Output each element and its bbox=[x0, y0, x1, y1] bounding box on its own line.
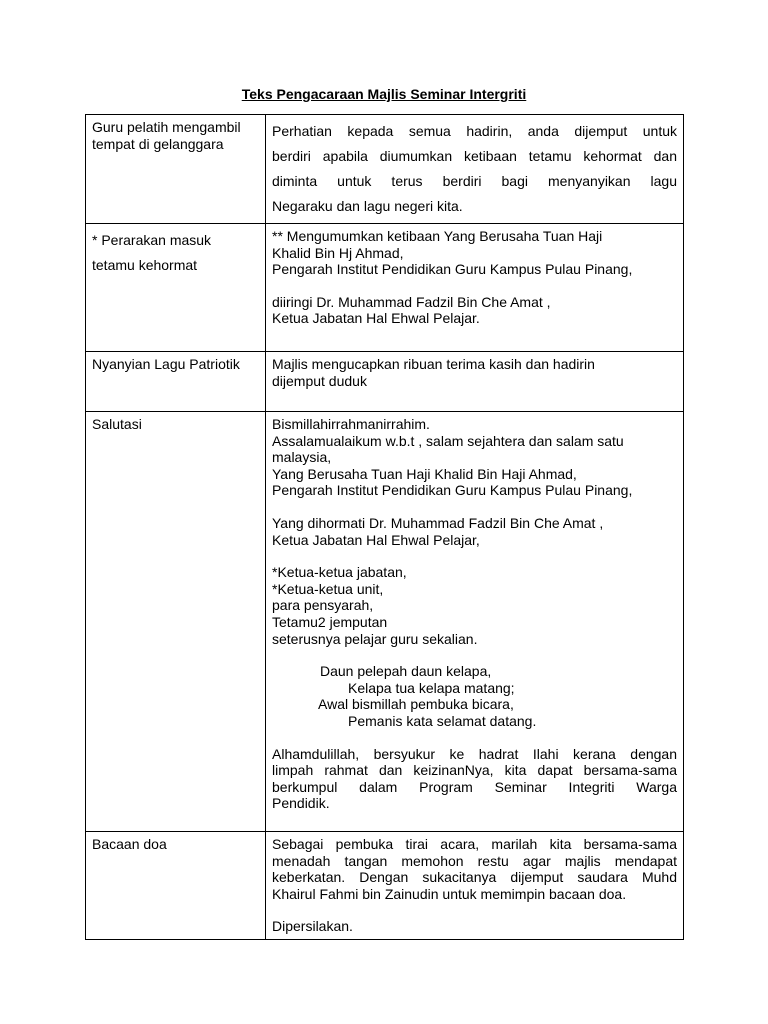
text-line: malaysia, bbox=[272, 449, 332, 466]
text-line: Perhatian kepada semua hadirin, anda dijemput untuk bbox=[272, 123, 677, 139]
text-line: *Ketua-ketua unit, bbox=[272, 580, 384, 597]
text-line: seterusnya pelajar guru sekalian. bbox=[272, 630, 478, 647]
pantun-line: Awal bismillah pembuka bicara, bbox=[318, 696, 514, 713]
text-line: Alhamdulillah, bersyukur ke hadrat Ilahi kerana dengan bbox=[272, 745, 677, 762]
row-label bbox=[86, 115, 266, 224]
text-line: Yang Berusaha Tuan Haji Khalid Bin Haji Ahmad, bbox=[272, 465, 577, 482]
text-line: Bismillahirrahmanirrahim. bbox=[272, 416, 430, 432]
table-row bbox=[86, 224, 684, 352]
text-line: Khalid Bin Hj Ahmad, bbox=[272, 244, 404, 261]
row-text bbox=[266, 832, 684, 940]
text-line: Ketua Jabatan Hal Ehwal Pelajar, bbox=[272, 531, 480, 548]
text-line: *Ketua-ketua jabatan, bbox=[272, 564, 407, 581]
table-row bbox=[86, 115, 684, 224]
pantun-line: Kelapa tua kelapa matang; bbox=[348, 679, 515, 696]
text-line: Pendidik. bbox=[272, 795, 330, 812]
text-line: diiringi Dr. Muhammad Fadzil Bin Che Amat , bbox=[272, 293, 551, 310]
text-line: limpah rahmat dan keizinanNya, kita dapat bersama-sama bbox=[272, 762, 677, 779]
row-label-line: Guru pelatih mengambil bbox=[92, 119, 241, 135]
row-label-line: tempat di gelanggara bbox=[92, 135, 224, 152]
text-line: diminta untuk terus berdiri bagi menyanyikan lagu bbox=[272, 173, 677, 189]
row-text bbox=[266, 224, 684, 352]
row-label bbox=[86, 832, 266, 940]
table-row bbox=[86, 412, 684, 832]
row-label-line: Nyanyian Lagu Patriotik bbox=[92, 356, 240, 372]
row-label bbox=[86, 224, 266, 352]
pantun-line: Pemanis kata selamat datang. bbox=[348, 712, 537, 729]
text-line: Dipersilakan. bbox=[272, 918, 353, 935]
text-line: Negaraku dan lagu negeri kita. bbox=[272, 198, 463, 214]
table-row bbox=[86, 352, 684, 412]
row-text bbox=[266, 115, 684, 224]
text-line: Khairul Fahmi bin Zainudin untuk memimpin bacaan doa. bbox=[272, 885, 627, 902]
text-line: keberkatan. Dengan sukacitanya dijemput saudara Muhd bbox=[272, 869, 677, 886]
pantun-verse bbox=[272, 663, 677, 729]
document-title: Teks Pengacaraan Majlis Seminar Intergriti bbox=[241, 86, 527, 102]
text-line: Ketua Jabatan Hal Ehwal Pelajar. bbox=[272, 310, 480, 327]
text-line: Tetamu2 jemputan bbox=[272, 613, 388, 630]
row-text bbox=[266, 352, 684, 412]
text-line: dijemput duduk bbox=[272, 372, 367, 389]
row-label-line: Bacaan doa bbox=[92, 836, 167, 852]
pantun-line: Daun pelepah daun kelapa, bbox=[320, 663, 492, 680]
text-line: menadah tangan memohon restu agar majlis mendapat bbox=[272, 852, 677, 869]
text-line: berkumpul dalam Program Seminar Integriti Warga bbox=[272, 778, 677, 795]
text-line: Pengarah Institut Pendidikan Guru Kampus Pulau Pinang, bbox=[272, 482, 633, 499]
programme-table bbox=[85, 114, 684, 940]
row-label-line: tetamu kehormat bbox=[92, 257, 198, 273]
text-line: Yang dihormati Dr. Muhammad Fadzil Bin Che Amat , bbox=[272, 514, 604, 531]
text-line: ** Mengumumkan ketibaan Yang Berusaha Tuan Haji bbox=[272, 228, 603, 244]
row-label-line: Salutasi bbox=[92, 416, 142, 432]
table-row bbox=[86, 832, 684, 940]
row-label bbox=[86, 352, 266, 412]
text-line: para pensyarah, bbox=[272, 597, 374, 614]
row-label-line: * Perarakan masuk bbox=[92, 232, 212, 248]
row-label bbox=[86, 412, 266, 832]
row-text bbox=[266, 412, 684, 832]
text-line: Pengarah Institut Pendidikan Guru Kampus Pulau Pinang, bbox=[272, 261, 633, 278]
text-line: Majlis mengucapkan ribuan terima kasih dan hadirin bbox=[272, 356, 595, 372]
text-line: Assalamualaikum w.b.t , salam sejahtera dan salam satu bbox=[272, 432, 624, 449]
text-line: berdiri apabila diumumkan ketibaan tetamu kehormat dan bbox=[272, 148, 677, 164]
text-line: Sebagai pembuka tirai acara, marilah kita bersama-sama bbox=[272, 836, 677, 852]
